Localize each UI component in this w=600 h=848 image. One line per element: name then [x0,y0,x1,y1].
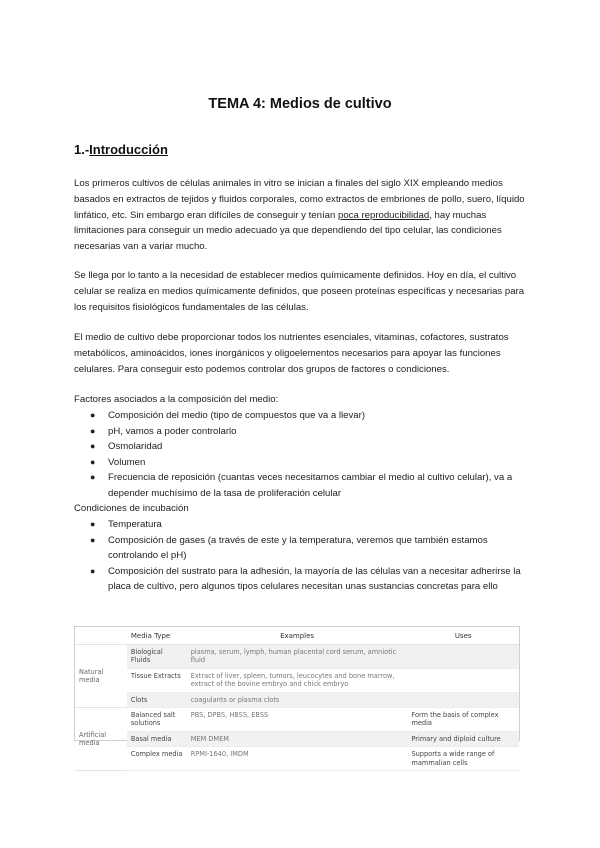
conditions-list [88,517,522,595]
table-group-artificial: Artificial media [75,708,127,771]
list-item-text: Composición de gases (a través de este y la temperatura, veremos que también estamos controlando el pH) [108,534,488,562]
table-cell-uses [407,645,519,669]
media-table-grid [75,627,519,771]
table-cell-examples: plasma, serum, lymph, human placental cord serum, amniotic fluid [187,645,408,669]
factors-heading: Factores asociados a la composición del medio: [74,394,279,405]
table-cell-type: Tissue Extracts [127,668,187,692]
list-item-text: pH, vamos a poder controlarlo [108,425,237,437]
section-heading [74,142,168,157]
table-header-type: Media Type [127,627,187,645]
paragraph-defined-media: Se llega por lo tanto a la necesidad de establecer medios químicamente definidos. Hoy en día, el cultivo celular se realiza en medios químicamente definidos, que poseen proteínas específicas y necesarias para los requisitos fisiológicos fundamentales de las células. [74,270,525,313]
table-cell-type: Basal media [127,731,187,746]
list-item [88,408,534,424]
list-item-text: Temperatura [108,519,162,530]
list-item-text: Composición del sustrato para la adhesión, la mayoría de las células van a necesitar adherirse la placa de cultivo, pero algunos tipos celulares necesitan unas sustancias concretas para ello [108,565,521,593]
table-header-uses: Uses [407,627,519,645]
list-item [88,424,534,440]
table-cell-examples: coagulants or plasma clots [187,692,408,707]
media-table [74,626,520,767]
bullet-icon: ● [90,441,96,452]
section-number: 1.- [74,142,90,157]
list-item-text: Volumen [108,456,146,468]
list-item-text: Osmolaridad [108,441,163,453]
table-cell-type: Balanced salt solutions [127,708,187,732]
bullet-icon: ● [90,534,96,545]
table-row [75,645,519,669]
table-row [75,708,519,732]
table-row [75,668,519,692]
table-cell-type: Complex media [127,747,187,771]
table-cell-uses [407,668,519,692]
table-row [75,692,519,707]
underlined-phrase: poca reproducibilidad [337,209,430,221]
list-item-text: Frecuencia de reposición (cuantas veces necesitamos cambiar el medio al cultivo celular), va a depender muchísimo de la tasa de proliferación celular [108,472,513,499]
table-cell-examples: Extract of liver, spleen, tumors, leucocytes and bone marrow, extract of the bovine embryo and chick embryo [187,668,408,692]
table-cell-uses: Form the basis of complex media [407,708,519,732]
paragraph-nutrients: El medio de cultivo debe proporcionar todos los nutrientes esenciales, vitaminas, cofactores, sustratos metabólicos, aminoácidos, iones inorgánicos y oligoelementos necesarios para apoyar las funciones celulares. Para conseguir esto podemos controlar dos grupos de factores o condiciones. [74,332,509,375]
table-cell-type: Clots [127,692,187,707]
list-item-text: Composición del medio (tipo de compuestos que va a llevar) [108,410,366,421]
bullet-icon: ● [90,456,96,467]
bullet-icon: ● [90,410,96,420]
bullet-icon: ● [90,472,96,483]
section-name: Introducción [89,142,168,157]
bullet-icon: ● [90,425,96,436]
paragraph-intro [74,176,534,255]
list-item [88,533,522,564]
paragraph-intro-text-end: , hay muchas limitaciones para conseguir un medio adecuado ya que dependiendo del tipo celular, las condiciones necesarias van a variar mucho. [74,209,502,253]
list-item [88,517,522,533]
table-cell-uses: Primary and diploid culture [407,731,519,746]
table-row [75,731,519,746]
factors-list [88,408,534,502]
table-header-examples: Examples [187,627,408,645]
list-item [88,455,534,471]
list-item [88,564,522,595]
table-cell-examples: RPMI-1640, IMDM [187,747,408,771]
table-row [75,747,519,771]
table-header-group [75,627,127,645]
table-cell-examples: PBS, DPBS, HBSS, EBSS [187,708,408,732]
bullet-icon: ● [90,565,96,576]
bullet-icon: ● [90,519,96,529]
conditions-heading: Condiciones de incubación [74,503,189,514]
paragraph-intro-text: Los primeros cultivos de células animales in vitro se inician a finales del siglo XIX empleando medios basados en extractos de tejidos y fluidos corporales, como extractos de embriones de pollo, suero, líquido linfático, etc. Sin embargo eran difíciles de conseguir y tenían [74,178,525,221]
document-title: TEMA 4: Medios de cultivo [208,96,392,112]
list-item [88,470,534,501]
table-cell-uses: Supports a wide range of mammalian cells [407,747,519,771]
table-cell-uses [407,692,519,707]
table-cell-type: Biological Fluids [127,645,187,669]
list-item [88,439,534,455]
table-group-natural: Natural media [75,645,127,708]
table-header-row [75,627,519,645]
table-cell-examples: MEM DMEM [187,731,408,746]
